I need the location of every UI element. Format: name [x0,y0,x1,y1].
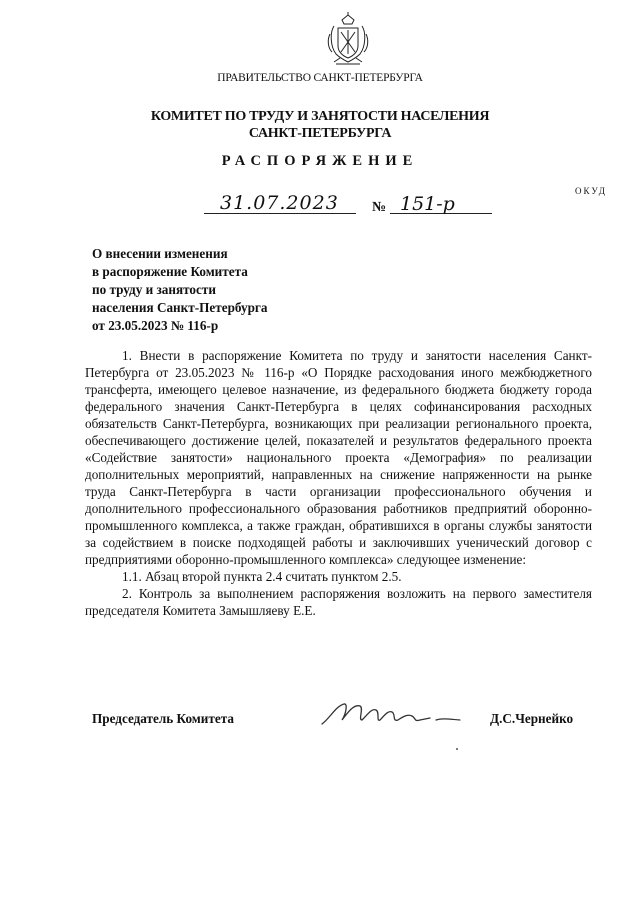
document-type: РАСПОРЯЖЕНИЕ [221,153,419,169]
number-label: № [372,200,387,215]
handwritten-signature [318,694,468,734]
paragraph-2: 2. Контроль за выполнением распоряжения возложить на первого заместителя председателя Комитета Замышляеву Е.Е. [85,586,592,618]
document-subject [92,245,268,335]
government-title: ПРАВИТЕЛЬСТВО САНКТ-ПЕТЕРБУРГА [217,72,423,84]
signatory-name: Д.С.Чернейко [490,711,574,726]
spb-coat-of-arms-icon [326,12,370,68]
document-date: 31.07.2023 [220,192,339,214]
subject-line: по труду и занятости [92,282,216,297]
committee-line-1: КОМИТЕТ ПО ТРУДУ И ЗАНЯТОСТИ НАСЕЛЕНИЯ [150,109,490,124]
paragraph-1: 1. Внести в распоряжение Комитета по труду и занятости населения Санкт-Петербурга от 23.05.2023 № 116-р «О Порядке расходования иного межбюджетного трансферта, имеющего целевое назначение, из федерального бюджета бюджету города федерального значения Санкт-Петербурга в целях софинансирования расходных обязательств Санкт-Петербурга, возникающих при реализации регионального проекта, обеспечивающего достижение целей, показателей и результатов федерального проекта «Содействие занятости» национального проекта «Демография» по реализации дополнительных мероприятий, направленных на снижение напряженности на рынке труда Санкт-Петербурга в части организации профессионального обучения и дополнительного профессионального образования работников предприятий оборонно-промышленного комплекса, а также граждан, обратившихся в органы службы занятости за содействием в поиске подходящей работы и заключивших ученический договор с предприятиями оборонно-промышленного комплекса» следующее изменение: [85,348,592,567]
scan-speck [456,748,458,750]
subject-line: О внесении изменения [92,246,228,261]
okud-label: ОКУД [575,186,607,196]
committee-line-2: САНКТ-ПЕТЕРБУРГА [248,126,392,141]
subject-line: населения Санкт-Петербурга [92,300,268,315]
document-number: 151-р [400,193,455,215]
subject-line: в распоряжение Комитета [92,264,248,279]
document-body [85,347,592,619]
subject-line: от 23.05.2023 № 116-р [92,318,219,333]
signatory-title: Председатель Комитета [92,711,234,726]
paragraph-1-1: 1.1. Абзац второй пункта 2.4 считать пунктом 2.5. [122,569,402,584]
committee-title [0,108,640,142]
